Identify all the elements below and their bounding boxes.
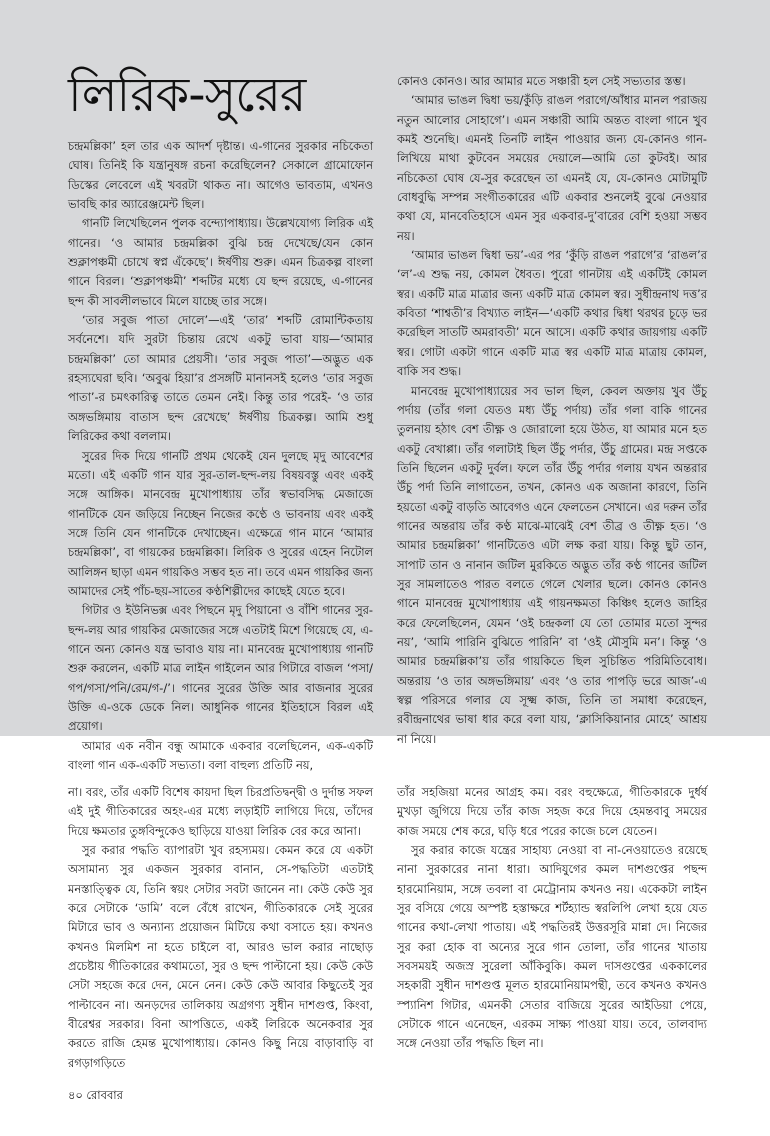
paragraph: সুরের দিক দিয়ে গানটি প্রথম থেকেই যেন দুলছে মৃদু আবেশের মতো। এই একটি গান যার সুর-তাল-ছন্দ-লয় বিষয়বস্তু এবং একই সঙ্গে আঙ্গিক। মানবেন্দ্র মুখোপাধ্যায় তাঁর স্বভাবসিদ্ধ মেজাজে গানটিকে যেন জড়িয়ে নিচ্ছেন নিজের কণ্ঠে ও ভাবনায় এবং একই সঙ্গে তিনি যেন গানটিকে দেখাচ্ছেন। এক্ষেত্রে গান মানে ‘আমার চন্দ্রমল্লিকা’, বা গায়কের চন্দ্রমল্লিকা। লিরিক ও সুরের এহেন নিটোল আলিঙ্গন ছাড়া এমন গায়কিও সম্ভব হত না। তবে এমন গায়কির জন্য আমাদের সেই পাঁচ-ছয়-সাতের কণ্ঠশিল্পীদের কাছেই যেতে হবে। <box>68 448 373 598</box>
paragraph: ‘আমার ভাঙল দ্বিধা ভয়’-এর পর ‘কুঁড়ি রাঙল পরাগে’র ‘রাঙল’র ‘ল’-এ শুদ্ধ নয়, কোমল ধৈবত। পুরো গানটায় এই একটিই কোমল স্বর। একটি মাত্র মাত্রার জন্য একটি মাত্র কোমল স্বর। সুধীন্দ্রনাথ দত্ত’র কবিতা ‘শাশ্বতী’র বিখ্যাত লাইন—‘একটি কথার দ্বিধা থরথর চূড়ে ভর করেছিল সাতটি অমরাবতী’ মনে আসে। একটি কথার জায়গায় একটি স্বর। গোটা একটা গানে একটি মাত্র স্বর একটি মাত্র মাত্রায় কোমল, বাকি সব শুদ্ধ। <box>397 248 707 379</box>
paragraph: কোনও কোনও। আর আমার মতে সঞ্চারী হল সেই সভ্যতার স্তম্ভ। <box>397 74 686 88</box>
paragraph: গিটার ও ইউনিভক্স এবং পিছনে মৃদু পিয়ানো ও বাঁশি গানের সুর-ছন্দ-লয় আর গায়কির মেজাজের সঙ্গে এতটাই মিশে গিয়েছে যে, এ-গানে অন্য কোনও যন্ত্র ভাবাও যায় না। মানবেন্দ্র মুখোপাধ্যায় গানটি শুরু করলেন, একটি মাত্র লাইন গাইলেন আর গিটারে বাজল ‘পসা/গপ/গসা/পনি/রেম/গ-/’। গানের সুরের উক্তি আর বাজনার সুরের উক্তি এ-ওকে ডেকে নিল। আধুনিক গানের ইতিহাসে বিরল এই প্রয়োগ। <box>68 603 373 734</box>
paragraph: সুর করার কাজে যন্ত্রের সাহায্য নেওয়া বা না-নেওয়াতেও রয়েছে নানা সুরকারের নানা ধারা। আদিযুগের কমল দাশগুপ্তের পছন্দ হারমোনিয়াম, সঙ্গে তবলা বা মেট্রোনাম কখনও নয়। একেকটা লাইন সুর বসিয়ে গেয়ে অস্পষ্ট হস্তাক্ষরে শর্টহ্যান্ড স্বরলিপি লেখা হয়ে যেত গানের কথা-লেখা পাতায়। এই পদ্ধতিরই উত্তরসূরি মান্না দে। নিজের সুর করা হোক বা অন্যের সুরে গান তোলা, তাঁর গানের খাতায় সবসময়ই অজস্র সুরেলা আঁকিবুকি। কমল দাসগুপ্তের এককালের সহকারী সুধীন দাশগুপ্ত মূলত হারমোনিয়ামপন্থী, তবে কখনও কখনও স্প্যানিশ গিটার, এমনকী সেতার বাজিয়ে সুরের আইডিয়া পেয়ে, সেটাকে গানে এনেছেন, এরকম সাক্ষ্য পাওয়া যায়। তবে, তালবাদ্য সঙ্গে নেওয়া তাঁর পদ্ধতি ছিল না। <box>397 843 707 1051</box>
paragraph: তাঁর সহজিয়া মনের আগ্রহ কম। বরং বহুক্ষেত্রে, গীতিকারকে দুর্ধর্ষ মুখড়া জুগিয়ে দিয়ে তাঁর কাজ সহজ করে দিয়ে হেমন্তবাবু সময়ের কাজ সময়ে শেষ করে, ঘড়ি ধরে পরের কাজে চলে যেতেন। <box>397 785 707 838</box>
paragraph: গানটি লিখেছিলেন পুলক বন্দ্যোপাধ্যায়। উল্লেখযোগ্য লিরিক এই গানের। ‘ও আমার চন্দ্রমল্লিকা বুঝি চন্দ্র দেখেছে/যেন কোন শুক্লাপঞ্চমী চোখে স্বপ্ন এঁকেছে’। ঈর্ষণীয় শুরু। এমন চিত্রকল্প বাংলা গানে বিরল। ‘শুক্লাপঞ্চমী’ শব্দটির মধ্যে যে ছন্দ রয়েছে, এ-গানের ছন্দ কী সাবলীলভাবে মিলে যাচ্ছে তার সঙ্গে। <box>68 216 373 308</box>
paragraph: চন্দ্রমল্লিকা’ হল তার এক আদর্শ দৃষ্টান্ত। এ-গানের সুরকার নচিকেতা ঘোষ। তিনিই কি যন্ত্রানুষঙ্গ রচনা করেছিলেন? সেকালে গ্রামোফোন ডিস্কের লেবেলে এই খবরটা থাকত না। আগেও ভাবতাম, এখনও ভাবছি কার অ্যারেঞ্জমেন্ট ছিল। <box>68 139 373 212</box>
paragraph: সুর করার পদ্ধতি ব্যাপারটা খুব রহস্যময়। কেমন করে যে একটা অসামান্য সুর একজন সুরকার বানান, সে-পদ্ধতিটা এতটাই মনস্তাত্ত্বিক যে, তিনি স্বয়ং সেটার সবটা জানেন না। কেউ কেউ সুর করে সেটাকে ‘ডামি’ বলে বেঁধে রাখেন, গীতিকারকে সেই সুরের মিটারে ভাব ও অন্যান্য প্রয়োজন মিটিয়ে কথা বসাতে হয়। কখনও কখনও মিলমিশ না হতে চাইলে বা, আরও ভাল করার নাছোড় প্রচেষ্টায় গীতিকারের কথামতো, সুর ও ছন্দ পাল্টানো হয়। কেউ কেউ সেটা সহজে করে দেন, মেনে নেন। কেউ কেউ আবার কিছুতেই সুর পাল্টাবেন না। অনড়দের তালিকায় অগ্রগণ্য সুধীন দাশগুপ্ত, কিংবা, বীরেশ্বর সরকার। বিনা আপত্তিতে, একই লিরিকে অনেকবার সুর করতে রাজি হেমন্ত মুখোপাধ্যায়। কোনও কিছু নিয়ে বাড়াবাড়ি বা রগড়াগড়িতে <box>68 843 373 1070</box>
bottom-right-column <box>397 783 707 1083</box>
paragraph: ‘আমার ভাঙল দ্বিধা ভয়/কুঁড়ি রাঙল পরাগে/আঁধার মানল পরাজয় নতুন আলোর সোহাগে’। এমন সঞ্চারী আমি অন্তত বাংলা গানে খুব কমই শুনেছি। এমনই তিনটি লাইন পাওয়ার জন্য যে-কোনও গান-লিখিয়ে মাথা কুটবেন সময়ের দেয়ালে—আমি তো কুটবই। আর নচিকেতা ঘোষ যে-সুর করেছেন তা এমনই যে, যে-কোনও মোটামুটি বোধবুদ্ধি সম্পন্ন সংগীতকারের এটি একবার শুনলেই বুঝে নেওয়ার কথা যে, মানবেতিহাসে এমন সুর একবার-দু’বারের বেশি হওয়া সম্ভব নয়। <box>397 93 707 243</box>
paragraph: ‘তার সবুজ পাতা দোলে’—এই ‘তার’ শব্দটি রোমান্টিকতায় সর্বনেশে। যদি সুরটা চিন্তায় রেখে একটু ভাবা যায়—‘আমার চন্দ্রমল্লিকা’ তো আমার প্রেয়সী। ‘তার সবুজ পাতা’—অদ্ভুত এক রহস্যঘেরা ছবি। ‘অবুঝ হিয়া’র প্রসঙ্গটি মানানসই হলেও ‘তার সবুজ পাতা’-র চমৎকারিত্ব তাতে তেমন নেই। কিন্তু তার পরেই- ‘ও তার অঙ্গভঙ্গিমায় বাতাস ছন্দ রেখেছে’ ঈর্ষণীয় চিত্রকল্প। আমি শুধু লিরিকের কথা বললাম। <box>68 313 373 444</box>
page-folio: ৪০ রোববার <box>68 1088 123 1102</box>
paragraph: মানবেন্দ্র মুখোপাধ্যায়ের সব ভাল ছিল, কেবল অক্তায় খুব উঁচু পর্দায় (তাঁর গলা যেতও মধ্য উঁচু পর্দায়) তাঁর গলা বাকি গানের তুলনায় হঠাৎ বেশ তীক্ষ্ণ ও জোরালো হয়ে উঠত, যা আমার মনে হত একটু বেখাপ্পা। তাঁর গলাটাই ছিল উঁচু পর্দার, উঁচু গ্রামের। মন্দ্র সপ্তকে তিনি ছিলেন একটু দুর্বল। ফলে তাঁর উঁচু পর্দার গলায় যখন অন্তরার উঁচু পর্দা তিনি লাগাতেন, তখন, কোনও এক অজানা কারণে, তিনি হয়তো একটু বাড়তি আবেগও এনে ফেলতেন সেখানে। এর দরুন তাঁর গানের অন্তরায় তাঁর কণ্ঠ মাঝে-মাঝেই বেশ তীব্র ও তীক্ষ্ণ হত। ‘ও আমার চন্দ্রমল্লিকা’ গানটিতেও এটা লক্ষ করা যায়। কিন্তু ছুট তান, সাপাট তান ও নানান জটিল মুরকিতে অদ্ভুত তাঁর কণ্ঠ গানের জটিল সুর সামলাতেও পারত বলতে গেলে খেলার ছলে। কোনও কোনও গানে মানবেন্দ্র মুখোপাধ্যায় এই গায়নক্ষমতা কিঞ্চিৎ হলেও জাহির করে ফেলেছিলেন, যেমন ‘ওই চন্দ্রকলা যে তো তোমার মতো সুন্দর নয়’, ‘আমি পারিনি বুঝিতে পারিনি’ বা ‘ওই মৌসুমি মন’। কিন্তু ‘ও আমার চন্দ্রমল্লিকা’য় তাঁর গায়কিতে ছিল সুচিন্তিত পরিমিতিবোধ। অন্তরায় ‘ও তার অঙ্গভঙ্গিমায়’ এবং ‘ও তার পাপড়ি ভরে আজ’-এ স্বল্প পরিসরে গলার যে সূক্ষ্ম কাজ, তিনি তা সমাধা করেছেন, রবীন্দ্রনাথের ভাষা ধার করে বলা যায়, ‘ক্লাসিকিয়ানার মোহে’ আশ্রয় না নিয়ে। <box>397 383 707 746</box>
top-left-column <box>68 137 373 772</box>
paragraph: না। বরং, তাঁর একটি বিশেষ কায়দা ছিল চিরপ্রতিদ্বন্দ্বী ও দুর্দান্ত সফল এই দুই গীতিকারের অহং-এর মধ্যে লড়াইটি লাগিয়ে দিয়ে, তাঁদের দিয়ে ক্ষমতার তুঙ্গবিন্দুকেও ছাড়িয়ে যাওয়া লিরিক বের করে আনা। <box>68 785 373 838</box>
top-right-column <box>397 72 707 746</box>
article-title: লিরিক-সুরের <box>68 67 306 123</box>
bottom-left-column <box>68 783 373 1083</box>
paragraph: আমার এক নবীন বন্ধু আমাকে একবার বলেছিলেন, এক-একটি বাংলা গান এক-একটি সভ্যতা। বলা বাহুল্য প্রতিটি নয়, <box>68 738 373 772</box>
